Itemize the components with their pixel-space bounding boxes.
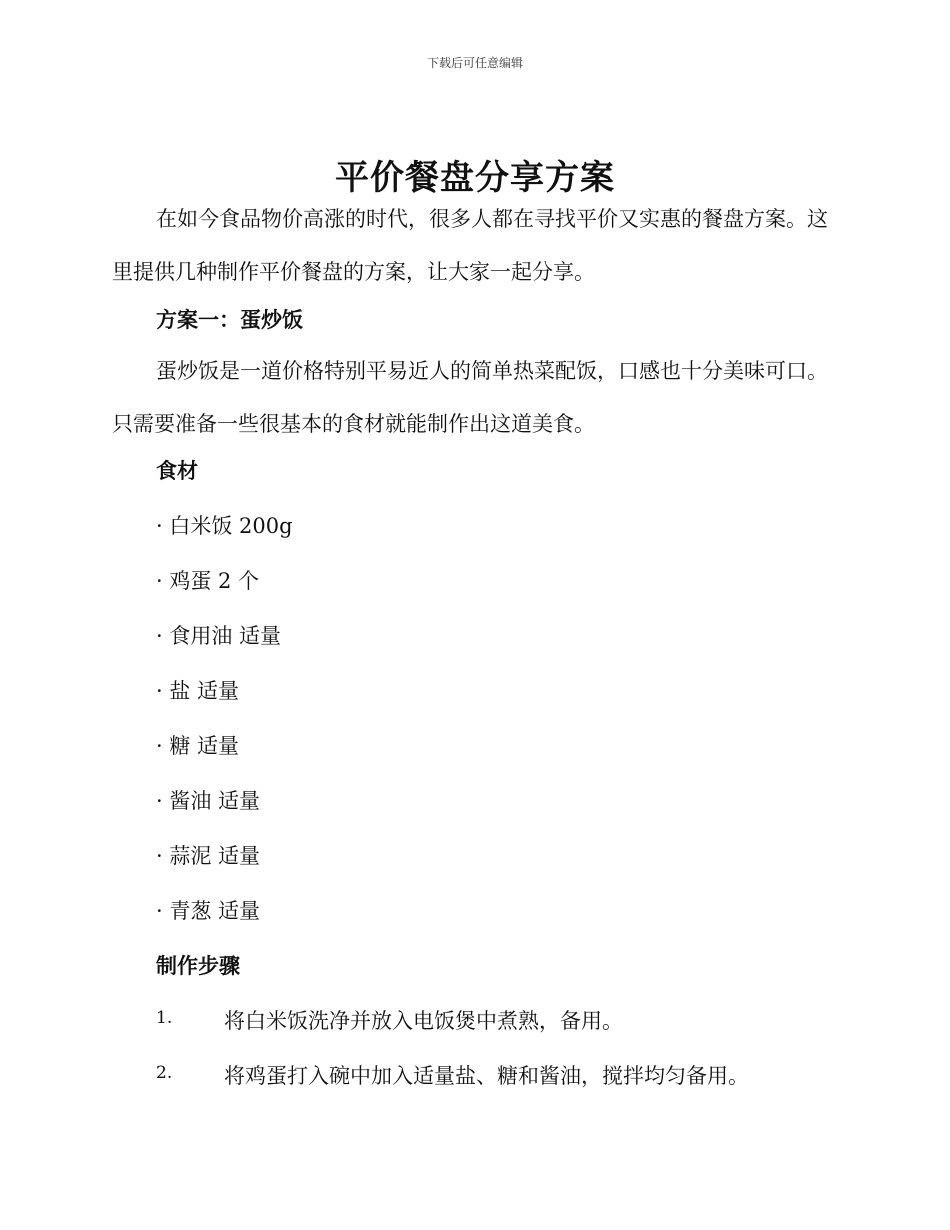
ingredient-item: · 青葱 适量 [156,899,261,923]
ingredient-item: · 鸡蛋 2 个 [156,569,260,593]
step-number: 1. [156,1008,173,1028]
ingredient-item: · 食用油 适量 [156,624,282,648]
header-note: 下载后可任意编辑 [426,56,523,70]
step-text: 将白米饭洗净并放入电饭煲中煮熟，备用。 [224,1009,623,1033]
plan1-description: 蛋炒饭是一道价格特别平易近人的简单热菜配饭，口感也十分美味可口。只需要准备一些很基本的食材就能制作出这道美食。 [112,359,828,436]
step-number: 2. [156,1063,173,1083]
ingredients-heading: 食材 [156,459,198,483]
ingredient-item: · 蒜泥 适量 [156,844,261,868]
ingredient-item: · 白米饭 200g [156,514,293,538]
page-title: 平价餐盘分享方案 [335,158,615,198]
intro-paragraph: 在如今食品物价高涨的时代，很多人都在寻找平价又实惠的餐盘方案。这里提供几种制作平价餐盘的方案，让大家一起分享。 [112,207,828,284]
ingredient-item: · 盐 适量 [156,679,240,703]
steps-heading: 制作步骤 [156,954,240,978]
ingredient-item: · 酱油 适量 [156,789,261,813]
step-text: 将鸡蛋打入碗中加入适量盐、糖和酱油，搅拌均匀备用。 [224,1064,749,1088]
ingredient-item: · 糖 适量 [156,734,240,758]
plan1-heading: 方案一：蛋炒饭 [156,308,303,332]
